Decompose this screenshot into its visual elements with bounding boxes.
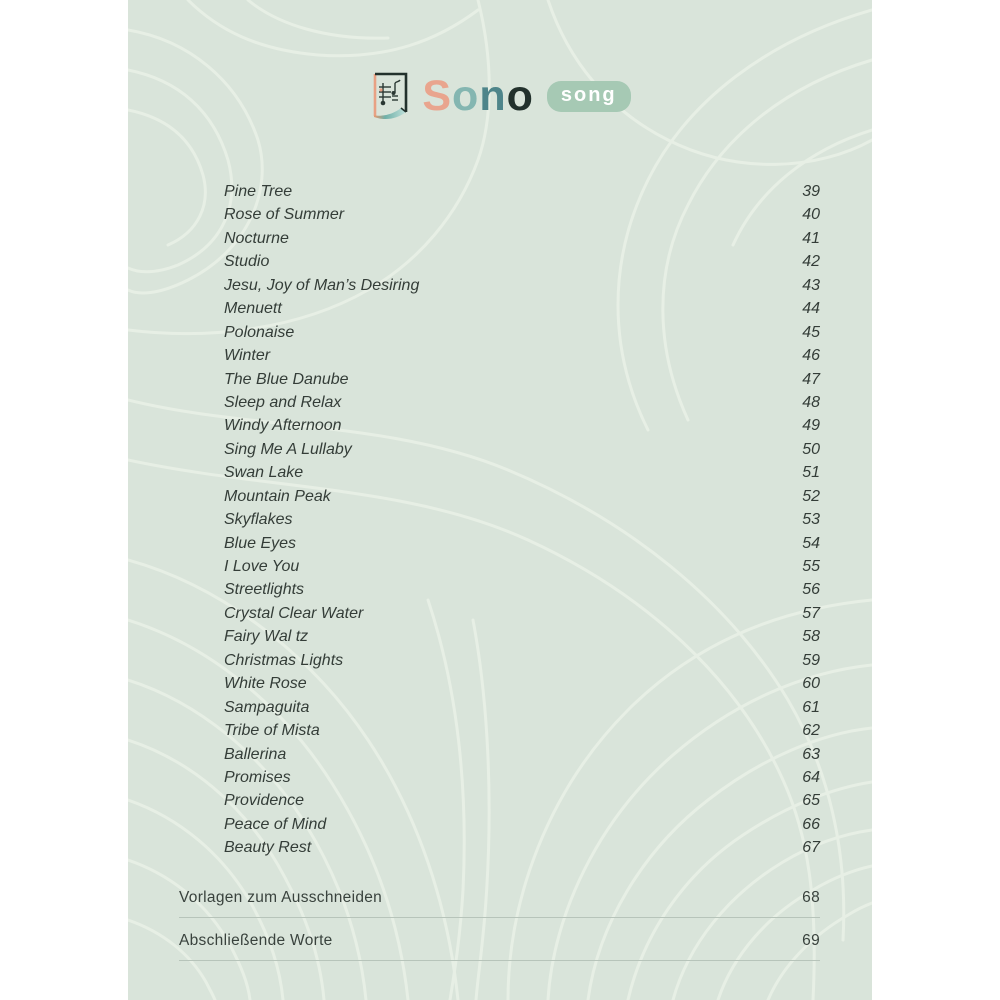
- toc-entry: [224, 230, 820, 253]
- toc-entry: [224, 628, 820, 651]
- brand-letter: o: [452, 71, 480, 120]
- brand-wordmark: [422, 71, 534, 120]
- page-number: 52: [802, 487, 820, 505]
- page-number: 64: [802, 768, 820, 786]
- page-number: 56: [802, 581, 820, 599]
- page-number: 51: [802, 464, 820, 482]
- page-number: 65: [802, 792, 820, 810]
- toc-entry: [224, 488, 820, 511]
- page-number: 46: [802, 347, 820, 365]
- brand-letter: n: [479, 71, 507, 120]
- song-title: Sampaguita: [224, 698, 310, 716]
- toc-entry: [224, 253, 820, 276]
- toc-entry: [224, 558, 820, 581]
- page-number: 55: [802, 558, 820, 575]
- page-number: 40: [802, 206, 820, 224]
- page-number: 43: [802, 276, 820, 294]
- song-title: Fairy Wal tz: [224, 628, 309, 646]
- toc-entry: [224, 792, 820, 815]
- page-number: 41: [802, 229, 820, 247]
- page-number: 60: [802, 675, 820, 693]
- page-number: 61: [802, 698, 820, 716]
- song-title: Providence: [224, 792, 305, 810]
- page-number: 58: [802, 628, 820, 646]
- page-number: 44: [802, 300, 820, 318]
- song-title: Streetlights: [224, 581, 305, 599]
- song-title: Polonaise: [224, 323, 295, 341]
- song-title: Skyflakes: [224, 511, 293, 529]
- toc-entry: [224, 394, 820, 417]
- toc-entry: [224, 324, 820, 347]
- page-number: 57: [802, 604, 820, 622]
- song-title: Tribe of Mista: [224, 722, 320, 740]
- toc-entry: [224, 441, 820, 464]
- toc-entry: [224, 839, 820, 862]
- page-number: 69: [802, 932, 820, 949]
- toc-list: [224, 183, 820, 863]
- toc-entry: [224, 300, 820, 323]
- section-title: Abschließende Worte: [179, 932, 333, 949]
- toc-entry: [224, 722, 820, 745]
- song-title: Mountain Peak: [224, 487, 331, 505]
- page-number: 49: [802, 417, 820, 435]
- song-title: Jesu, Joy of Man’s Desiring: [224, 276, 420, 294]
- song-title: Beauty Rest: [224, 839, 312, 857]
- toc-sections: [179, 889, 820, 975]
- brand-letter: o: [506, 71, 534, 120]
- page-number: 68: [802, 889, 820, 906]
- toc-entry: [224, 699, 820, 722]
- toc-section: [179, 889, 820, 918]
- sheet-music-icon: [369, 71, 411, 121]
- toc-entry: [224, 816, 820, 839]
- toc-entry: [224, 746, 820, 769]
- toc-entry: [224, 535, 820, 558]
- song-title: I Love You: [224, 558, 300, 575]
- page-number: 42: [802, 253, 820, 271]
- song-title: Blue Eyes: [224, 534, 297, 552]
- page-number: 59: [802, 651, 820, 669]
- toc-entry: [224, 206, 820, 229]
- page-number: 47: [802, 370, 820, 388]
- page-number: 67: [802, 839, 820, 857]
- toc-entry: [224, 277, 820, 300]
- song-title: White Rose: [224, 675, 307, 693]
- toc-entry: [224, 769, 820, 792]
- toc-entry: [224, 371, 820, 394]
- song-title: Menuett: [224, 300, 282, 318]
- toc-entry: [224, 183, 820, 206]
- page-number: 62: [802, 722, 820, 740]
- page-number: 48: [802, 393, 820, 411]
- song-title: Pine Tree: [224, 183, 293, 200]
- song-title: Sleep and Relax: [224, 393, 342, 411]
- section-title: Vorlagen zum Ausschneiden: [179, 889, 383, 906]
- brand-letter: S: [422, 71, 453, 120]
- song-title: Promises: [224, 768, 291, 786]
- song-title: Studio: [224, 253, 270, 271]
- toc-section: [179, 932, 820, 961]
- song-title: Windy Afternoon: [224, 417, 342, 435]
- song-badge: song: [547, 81, 631, 112]
- toc-entry: [224, 464, 820, 487]
- page-number: 66: [802, 815, 820, 833]
- song-title: Rose of Summer: [224, 206, 345, 224]
- song-title: Sing Me A Lullaby: [224, 440, 352, 458]
- book-page: [128, 0, 872, 1000]
- toc-entry: [224, 581, 820, 604]
- toc-entry: [224, 347, 820, 370]
- song-title: Crystal Clear Water: [224, 604, 364, 622]
- toc-entry: [224, 652, 820, 675]
- song-title: Swan Lake: [224, 464, 304, 482]
- page-number: 39: [802, 183, 820, 200]
- song-title: Christmas Lights: [224, 651, 344, 669]
- toc-entry: [224, 675, 820, 698]
- page-number: 45: [802, 323, 820, 341]
- toc-entry: [224, 511, 820, 534]
- song-title: Nocturne: [224, 229, 289, 247]
- song-title: The Blue Danube: [224, 370, 349, 388]
- page-number: 50: [802, 440, 820, 458]
- page-number: 63: [802, 745, 820, 763]
- logo: [128, 70, 872, 122]
- toc-entry: [224, 605, 820, 628]
- song-title: Winter: [224, 347, 271, 365]
- song-title: Peace of Mind: [224, 815, 327, 833]
- song-title: Ballerina: [224, 745, 287, 763]
- toc-entry: [224, 417, 820, 440]
- page-number: 54: [802, 534, 820, 552]
- page-number: 53: [802, 511, 820, 529]
